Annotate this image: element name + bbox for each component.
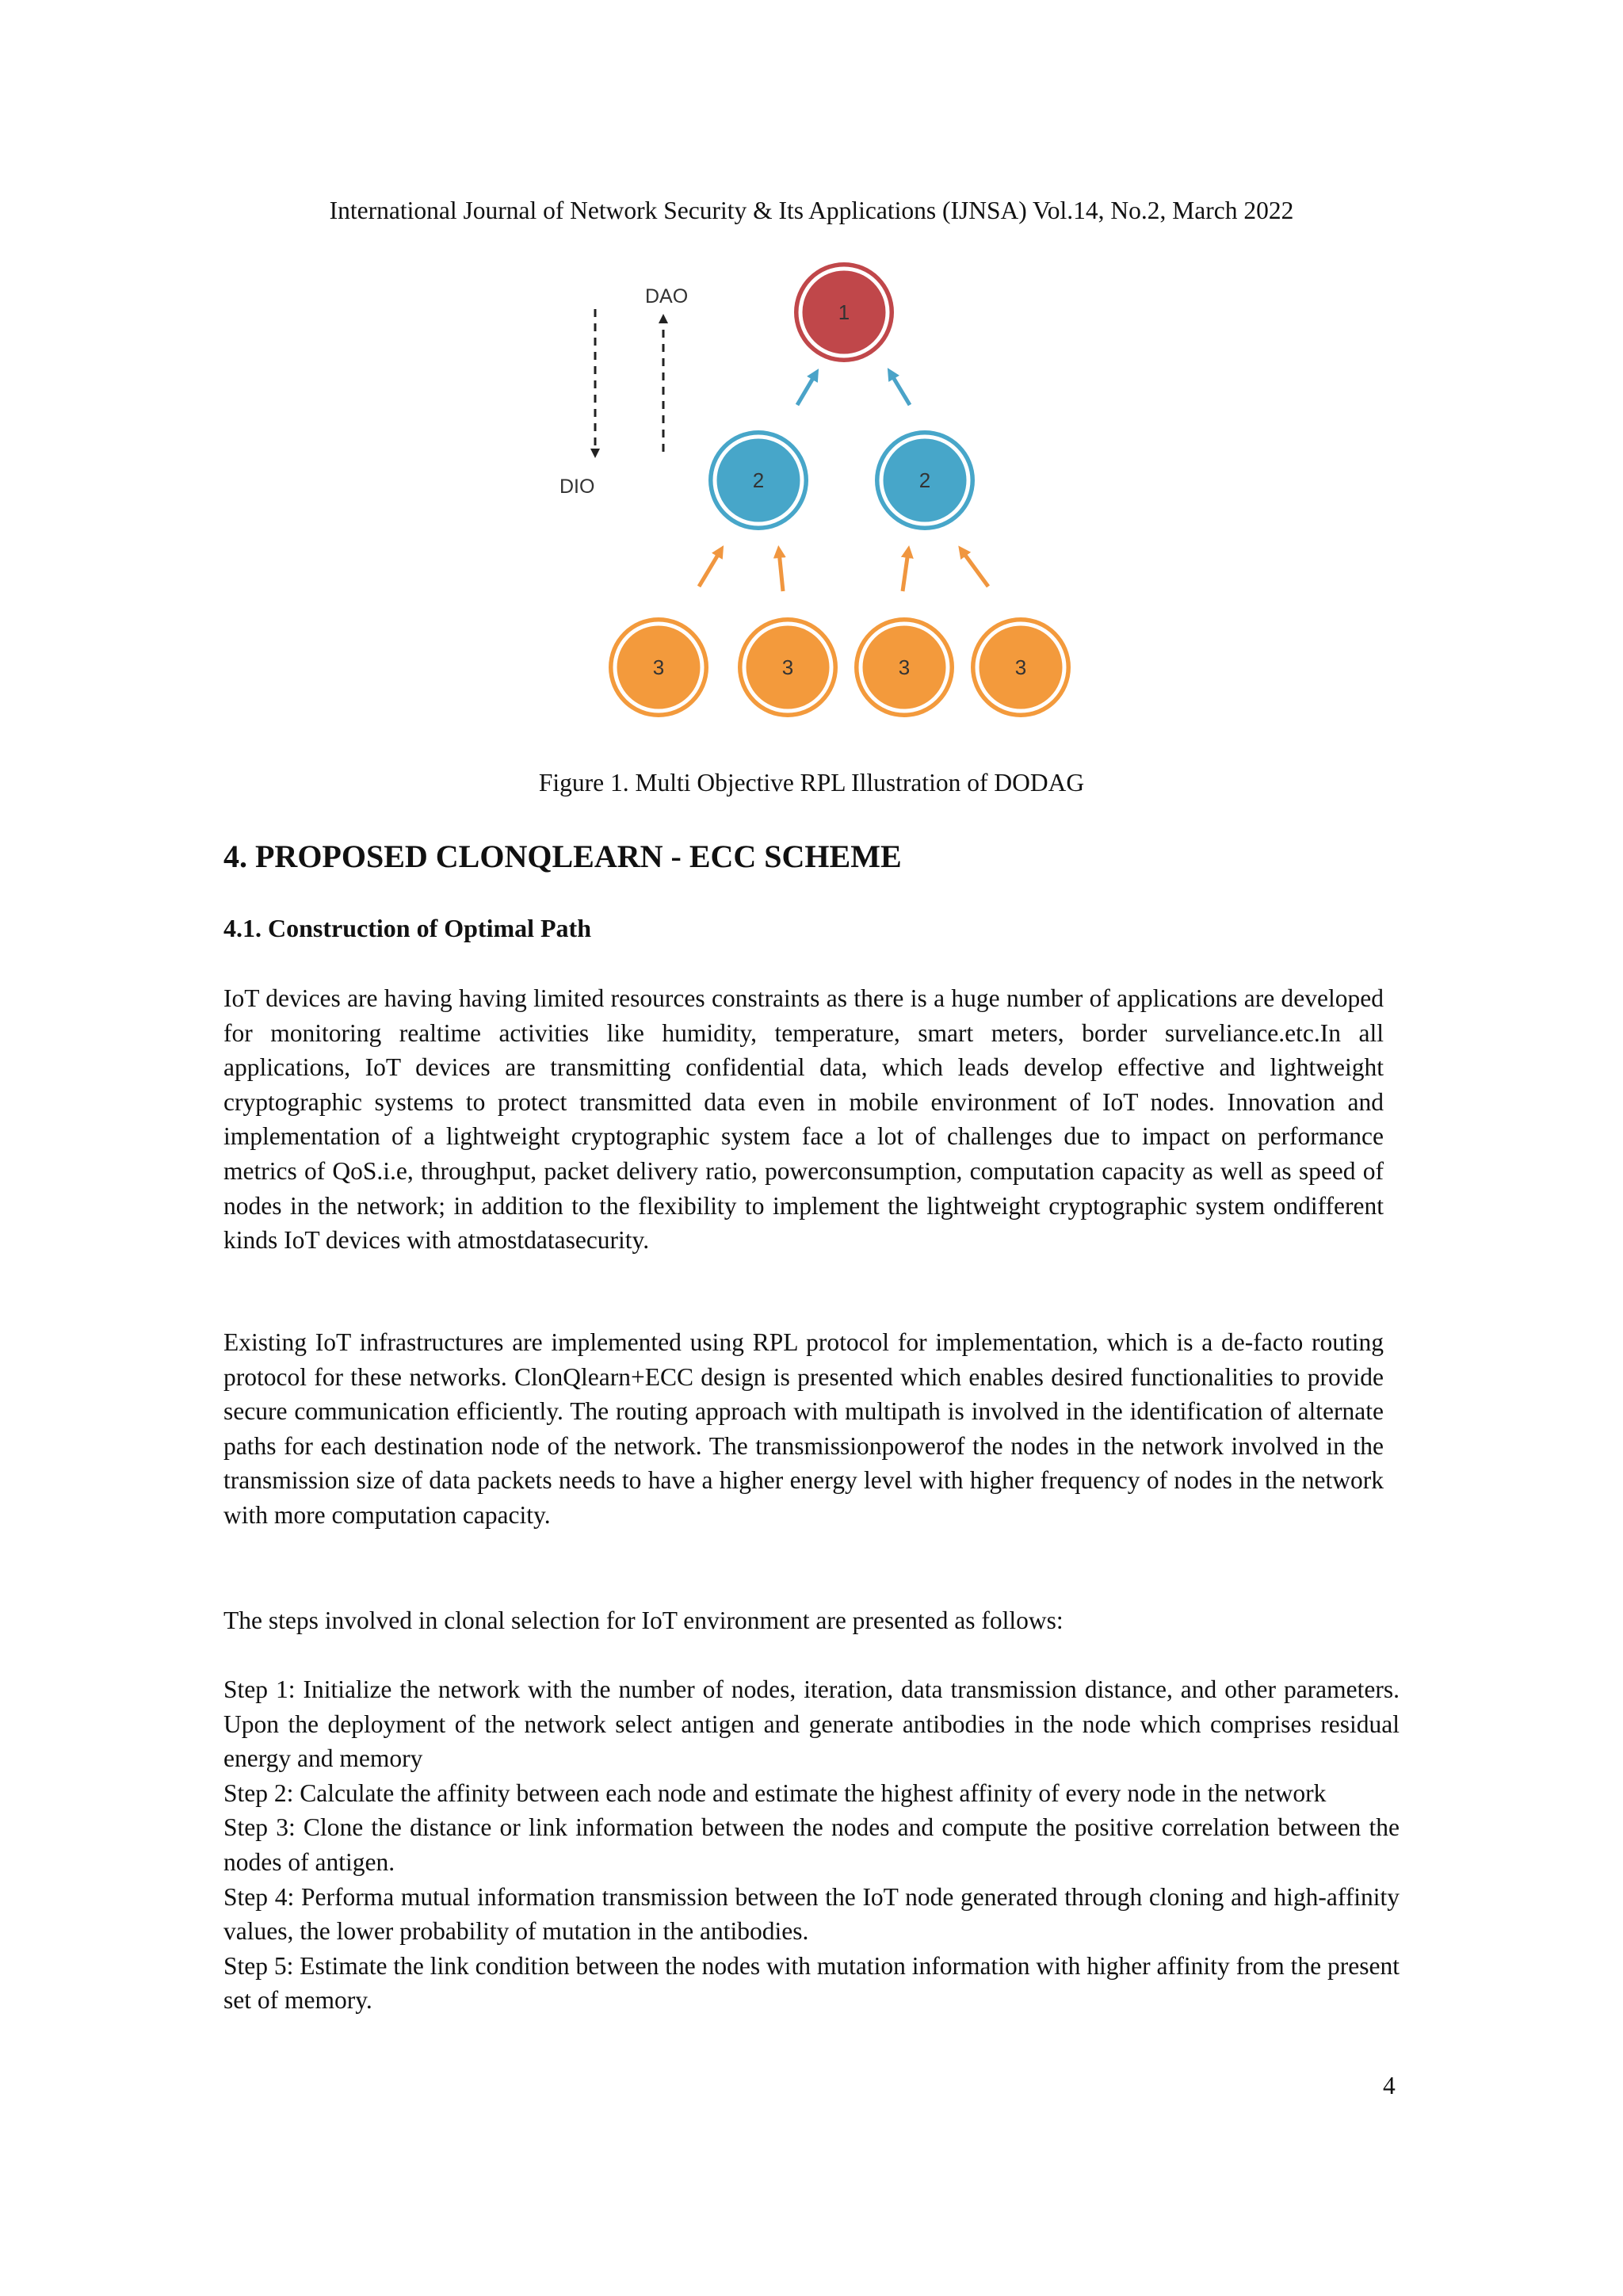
svg-text:2: 2 [752,468,765,492]
subsection-heading: 4.1. Construction of Optimal Path [223,914,591,942]
step-item: Step 4: Performa mutual information transmission between the IoT node generated through cloning and high-affinity values, the lower probability of mutation in the antibodies. [223,1882,1400,1946]
dio-label: DIO [559,476,595,498]
svg-text:3: 3 [652,655,665,679]
section-number: 4. [223,839,247,874]
step-item: Step 1: Initialize the network with the number of nodes, iteration, data transmission distance, and other parameters. Upon the deployment of the network select antigen and generate antibodies in the node which comprises residual energy and memory [223,1675,1400,1773]
svg-text:3: 3 [1014,655,1027,679]
page-number: 4 [1383,2072,1396,2099]
leaf-node-3 [854,617,954,717]
svg-text:3: 3 [781,655,794,679]
body-paragraph: The steps involved in clonal selection for IoT environment are presented as follows: [223,1606,1064,1634]
svg-text:2: 2 [918,468,931,492]
leaf-node-2 [738,617,838,717]
root-node [794,262,894,362]
middle-node-left [708,430,808,530]
middle-node-right [875,430,975,530]
svg-text:1: 1 [838,300,850,324]
figure-caption: Figure 1. Multi Objective RPL Illustration of DODAG [538,769,1085,797]
leaf-arrow-3 [903,552,908,591]
middle-left-arrow [797,374,815,405]
step-item: Step 3: Clone the distance or link information between the nodes and compute the positive correlation between the nodes of antigen. [223,1813,1400,1876]
leaf-node-1 [609,617,708,717]
leaf-arrow-2 [779,552,783,591]
section-title-text: PROPOSED CLONQLEARN - ECC SCHEME [255,839,902,874]
middle-right-arrow [891,373,910,405]
step-item: Step 5: Estimate the link condition between the nodes with mutation information with higher affinity from the present set of memory. [223,1951,1400,2015]
step-item: Step 2: Calculate the affinity between each node and estimate the highest affinity of every node in the network [223,1778,1327,1807]
dao-label: DAO [645,285,689,308]
leaf-arrow-4 [962,551,988,586]
leaf-node-4 [971,617,1071,717]
dodag-figure [539,254,1094,745]
steps-list [223,1672,1400,2018]
body-paragraph: IoT devices are having having limited resources constraints as there is a huge number of applications are developed for monitoring realtime activities like humidity, temperature, smart meters, border surveliance.etc.In all applications, IoT devices are transmitting confidential data, which leads develop effective and lightweight cryptographic systems to protect transmitted data even in mobile environment of IoT nodes. Innovation and implementation of a lightweight cryptographic system face a lot of challenges due to impact on performance metrics of QoS.i.e, throughput, packet delivery ratio, powerconsumption, computation capacity as well as speed of nodes in the network; in addition to the flexibility to implement the lightweight cryptographic system ondifferent kinds IoT devices with atmostdatasecurity. [223,984,1384,1255]
running-header: International Journal of Network Security & Its Applications (IJNSA) Vol.14, No.2, March 2022 [329,197,1294,224]
leaf-arrow-1 [699,551,720,586]
dodag-diagram [539,254,1094,745]
body-paragraph: Existing IoT infrastructures are implemented using RPL protocol for implementation, which is a de-facto routing protocol for these networks. ClonQlearn+ECC design is presented which enables desired functionalities to provide secure communication efficiently. The routing approach with multipath is involved in the identification of alternate paths for each destination node of the network. The transmissionpowerof the nodes in the network involved in the transmission size of data packets needs to have a higher energy level with higher frequency of nodes in the network with more computation capacity. [223,1328,1384,1529]
svg-text:3: 3 [898,655,911,679]
section-heading [223,837,902,877]
